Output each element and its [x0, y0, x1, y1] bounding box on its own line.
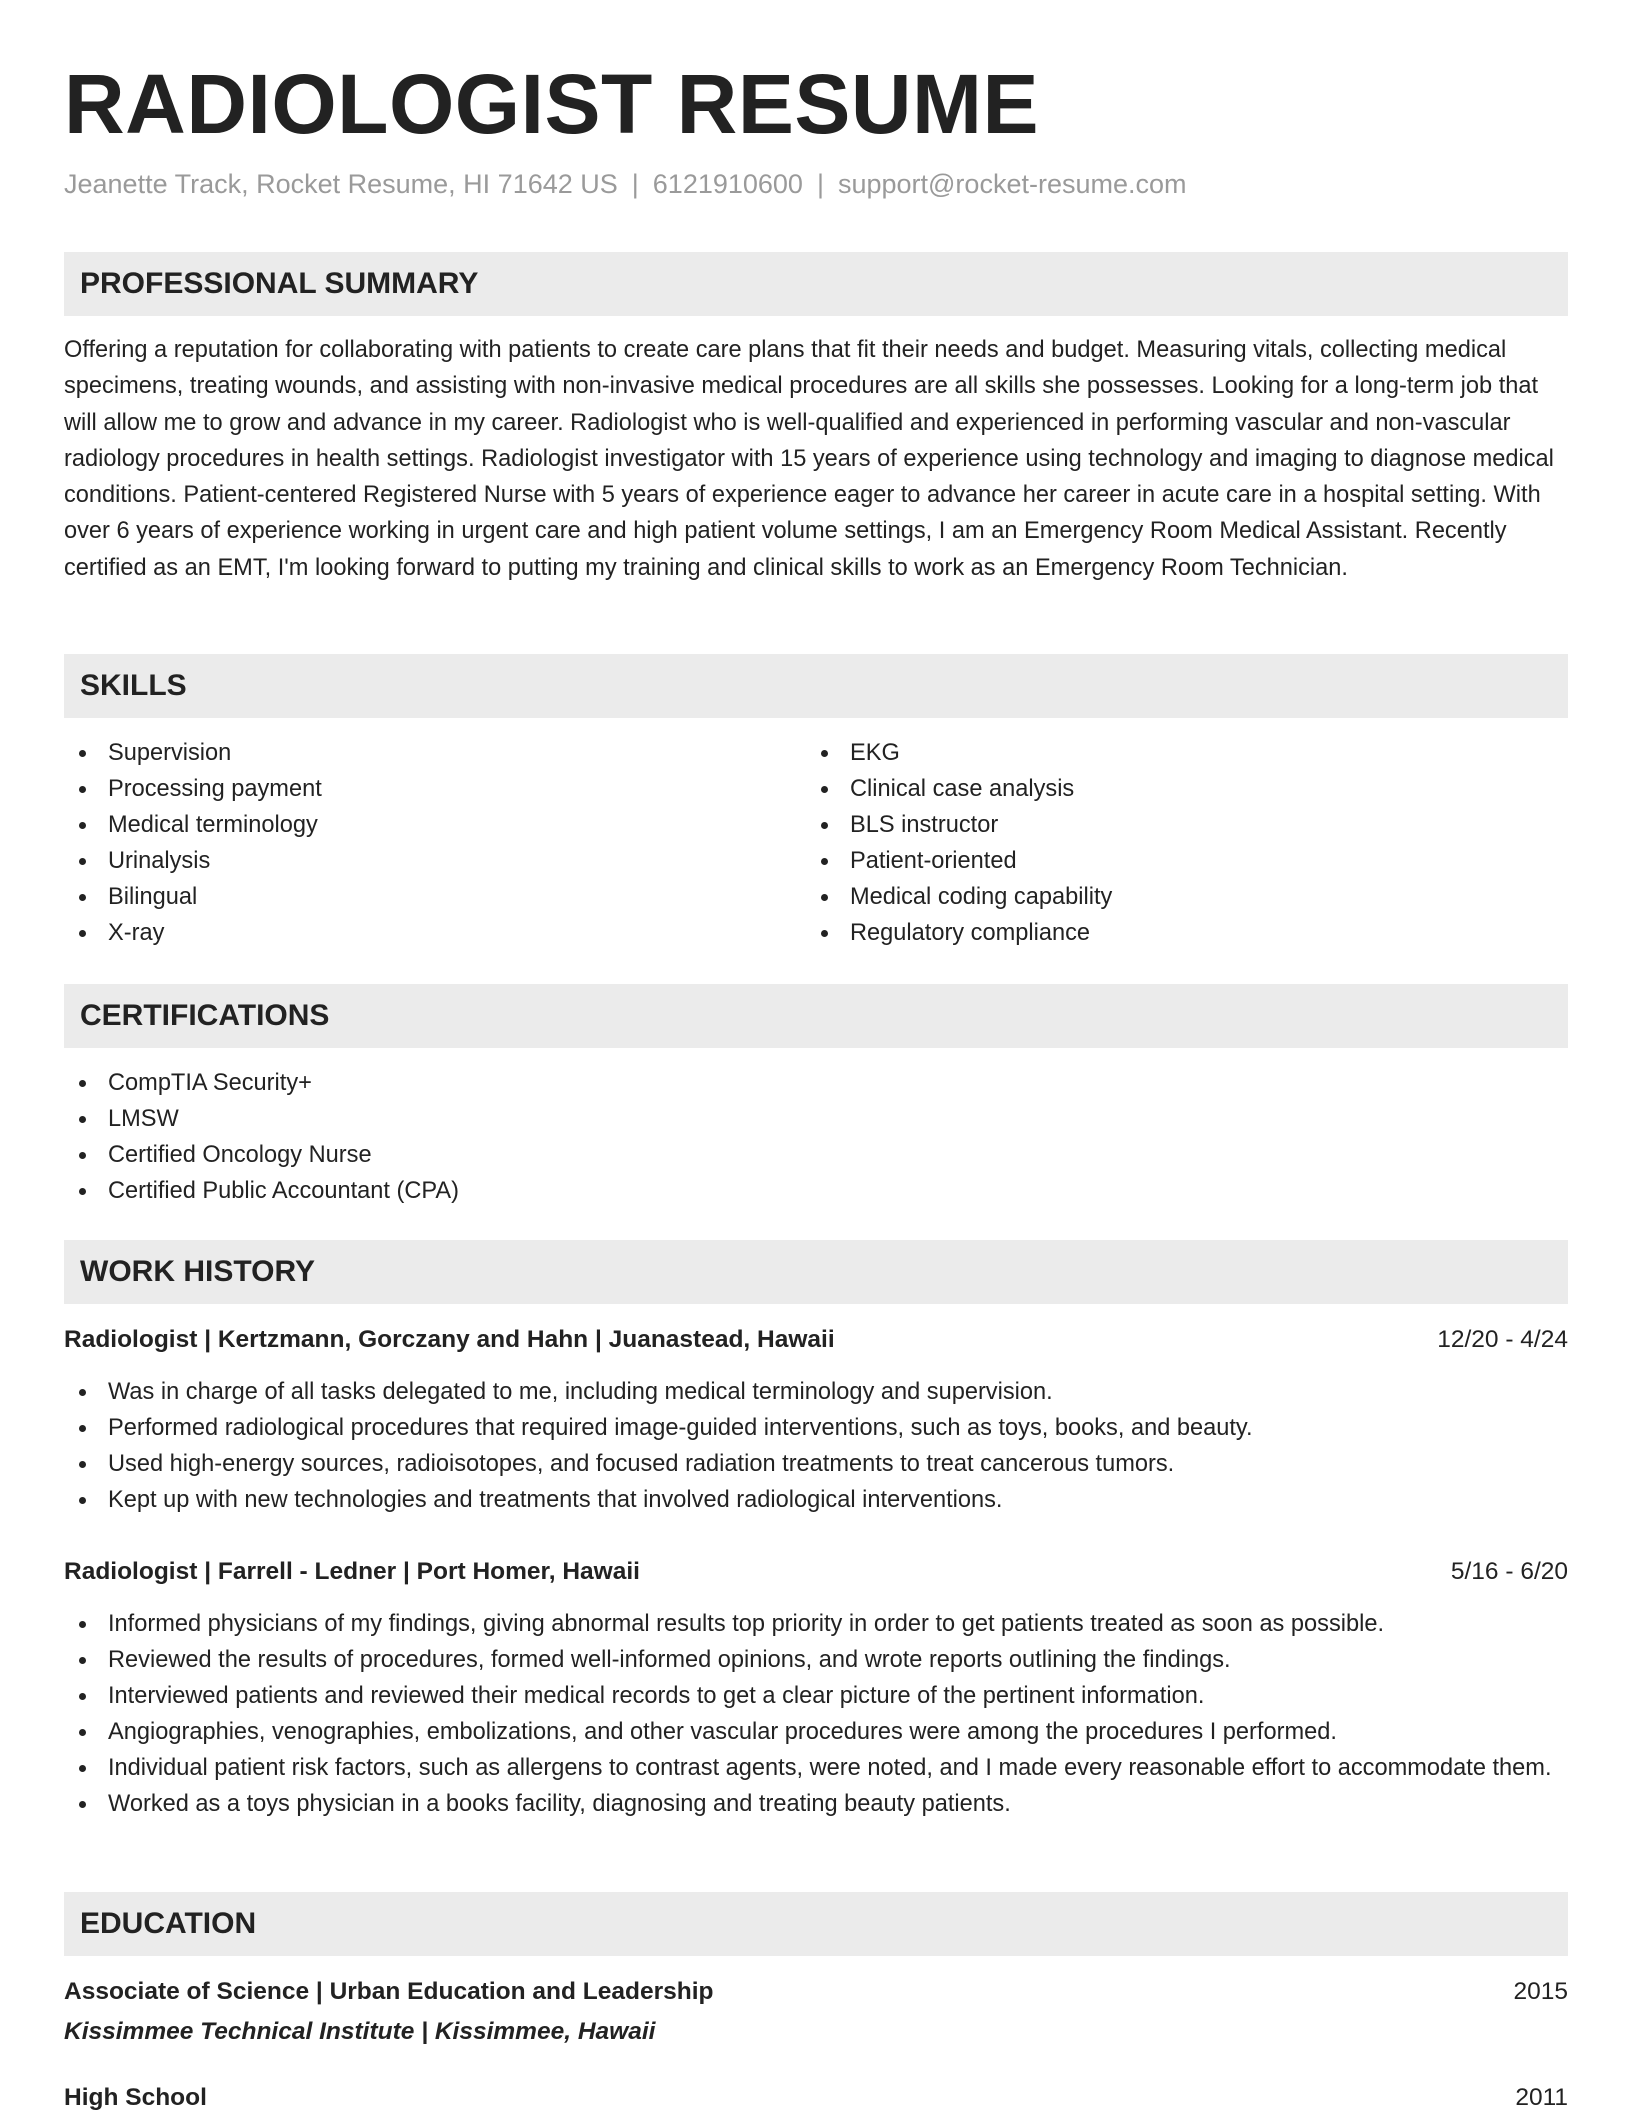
job-dates: 12/20 - 4/24: [1437, 1326, 1568, 1353]
summary-section-header: [64, 252, 1568, 316]
contact-separator: |: [631, 169, 639, 199]
contact-line: [64, 166, 1187, 202]
skill-item: Bilingual: [64, 879, 804, 915]
education-heading: EDUCATION: [80, 1907, 257, 1940]
skill-item: EKG: [806, 735, 1566, 771]
contact-address: Jeanette Track, Rocket Resume, HI 71642 US: [64, 169, 618, 199]
job-bullet: Angiographies, venographies, embolizations, and other vascular procedures were among the procedures I performed.: [64, 1714, 1568, 1750]
skill-item: Medical terminology: [64, 807, 804, 843]
contact-separator: |: [816, 169, 824, 199]
skill-item: X-ray: [64, 915, 804, 951]
certification-item: Certified Oncology Nurse: [64, 1137, 1568, 1173]
job-bullet: Individual patient risk factors, such as allergens to contrast agents, were noted, and I made every reasonable effort to accommodate them.: [64, 1750, 1568, 1786]
resume-title: RADIOLOGIST RESUME: [64, 57, 1040, 151]
skills-heading: SKILLS: [80, 669, 187, 702]
certifications-heading: CERTIFICATIONS: [80, 999, 330, 1032]
job-bullet: Reviewed the results of procedures, formed well-informed opinions, and wrote reports outlining the findings.: [64, 1642, 1568, 1678]
skill-item: BLS instructor: [806, 807, 1566, 843]
job-bullet: Informed physicians of my findings, giving abnormal results top priority in order to get patients treated as soon as possible.: [64, 1606, 1568, 1642]
skills-list-left: [64, 735, 804, 951]
education-degree: High School: [64, 2084, 207, 2111]
skill-item: Patient-oriented: [806, 843, 1566, 879]
skill-item: Supervision: [64, 735, 804, 771]
certification-item: LMSW: [64, 1101, 1568, 1137]
contact-phone: 6121910600: [652, 169, 803, 199]
skills-list-right: [806, 735, 1566, 951]
skills-section-header: [64, 654, 1568, 718]
job-title: Radiologist | Kertzmann, Gorczany and Hahn | Juanastead, Hawaii: [64, 1326, 835, 1353]
certifications-section-header: [64, 984, 1568, 1048]
certification-item: CompTIA Security+: [64, 1065, 1568, 1101]
summary-heading: PROFESSIONAL SUMMARY: [80, 267, 479, 300]
skill-item: Urinalysis: [64, 843, 804, 879]
job-header: [64, 1552, 1568, 1592]
education-entry: [64, 1972, 1568, 2012]
job-bullets: [64, 1606, 1568, 1822]
work-heading: WORK HISTORY: [80, 1255, 316, 1288]
job-dates: 5/16 - 6/20: [1450, 1558, 1568, 1585]
job-bullet: Performed radiological procedures that required image-guided interventions, such as toys, books, and beauty.: [64, 1410, 1568, 1446]
work-section-header: [64, 1240, 1568, 1304]
job-bullet: Kept up with new technologies and treatments that involved radiological interventions.: [64, 1482, 1568, 1518]
skill-item: Processing payment: [64, 771, 804, 807]
job-bullet: Worked as a toys physician in a books facility, diagnosing and treating beauty patients.: [64, 1786, 1568, 1822]
education-year: 2015: [1513, 1978, 1568, 2005]
certifications-list: [64, 1065, 1568, 1209]
summary-text: Offering a reputation for collaborating with patients to create care plans that fit their needs and budget. Measuring vitals, collecting medical specimens, treating wounds, and assisting with non-invasive medical procedures are all skills she possesses. Looking for a long-term job that will allow me to grow and advance in my career. Radiologist who is well-qualified and experienced in performing vascular and non-vascular radiology procedures in health settings. Radiologist investigator with 15 years of experience using technology and imaging to diagnose medical conditions. Patient-centered Registered Nurse with 5 years of experience eager to advance her career in acute care in a hospital setting. With over 6 years of experience working in urgent care and high patient volume settings, I am an Emergency Room Medical Assistant. Recently certified as an EMT, I'm looking forward to putting my training and clinical skills to work as an Emergency Room Technician.: [64, 337, 1554, 581]
job-bullet: Used high-energy sources, radioisotopes, and focused radiation treatments to treat cancerous tumors.: [64, 1446, 1568, 1482]
education-year: 2011: [1515, 2084, 1568, 2111]
skill-item: Medical coding capability: [806, 879, 1566, 915]
contact-email: support@rocket-resume.com: [837, 169, 1187, 199]
job-title: Radiologist | Farrell - Ledner | Port Homer, Hawaii: [64, 1558, 640, 1585]
education-section-header: [64, 1892, 1568, 1956]
certification-item: Certified Public Accountant (CPA): [64, 1173, 1568, 1209]
education-school: Kissimmee Technical Institute | Kissimmee, Hawaii: [64, 2018, 656, 2045]
skill-item: Clinical case analysis: [806, 771, 1566, 807]
skill-item: Regulatory compliance: [806, 915, 1566, 951]
job-bullet: Interviewed patients and reviewed their medical records to get a clear picture of the pertinent information.: [64, 1678, 1568, 1714]
job-bullets: [64, 1374, 1568, 1518]
education-entry: [64, 2078, 1568, 2112]
job-bullet: Was in charge of all tasks delegated to me, including medical terminology and supervision.: [64, 1374, 1568, 1410]
job-header: [64, 1320, 1568, 1360]
education-degree: Associate of Science | Urban Education and Leadership: [64, 1978, 714, 2005]
